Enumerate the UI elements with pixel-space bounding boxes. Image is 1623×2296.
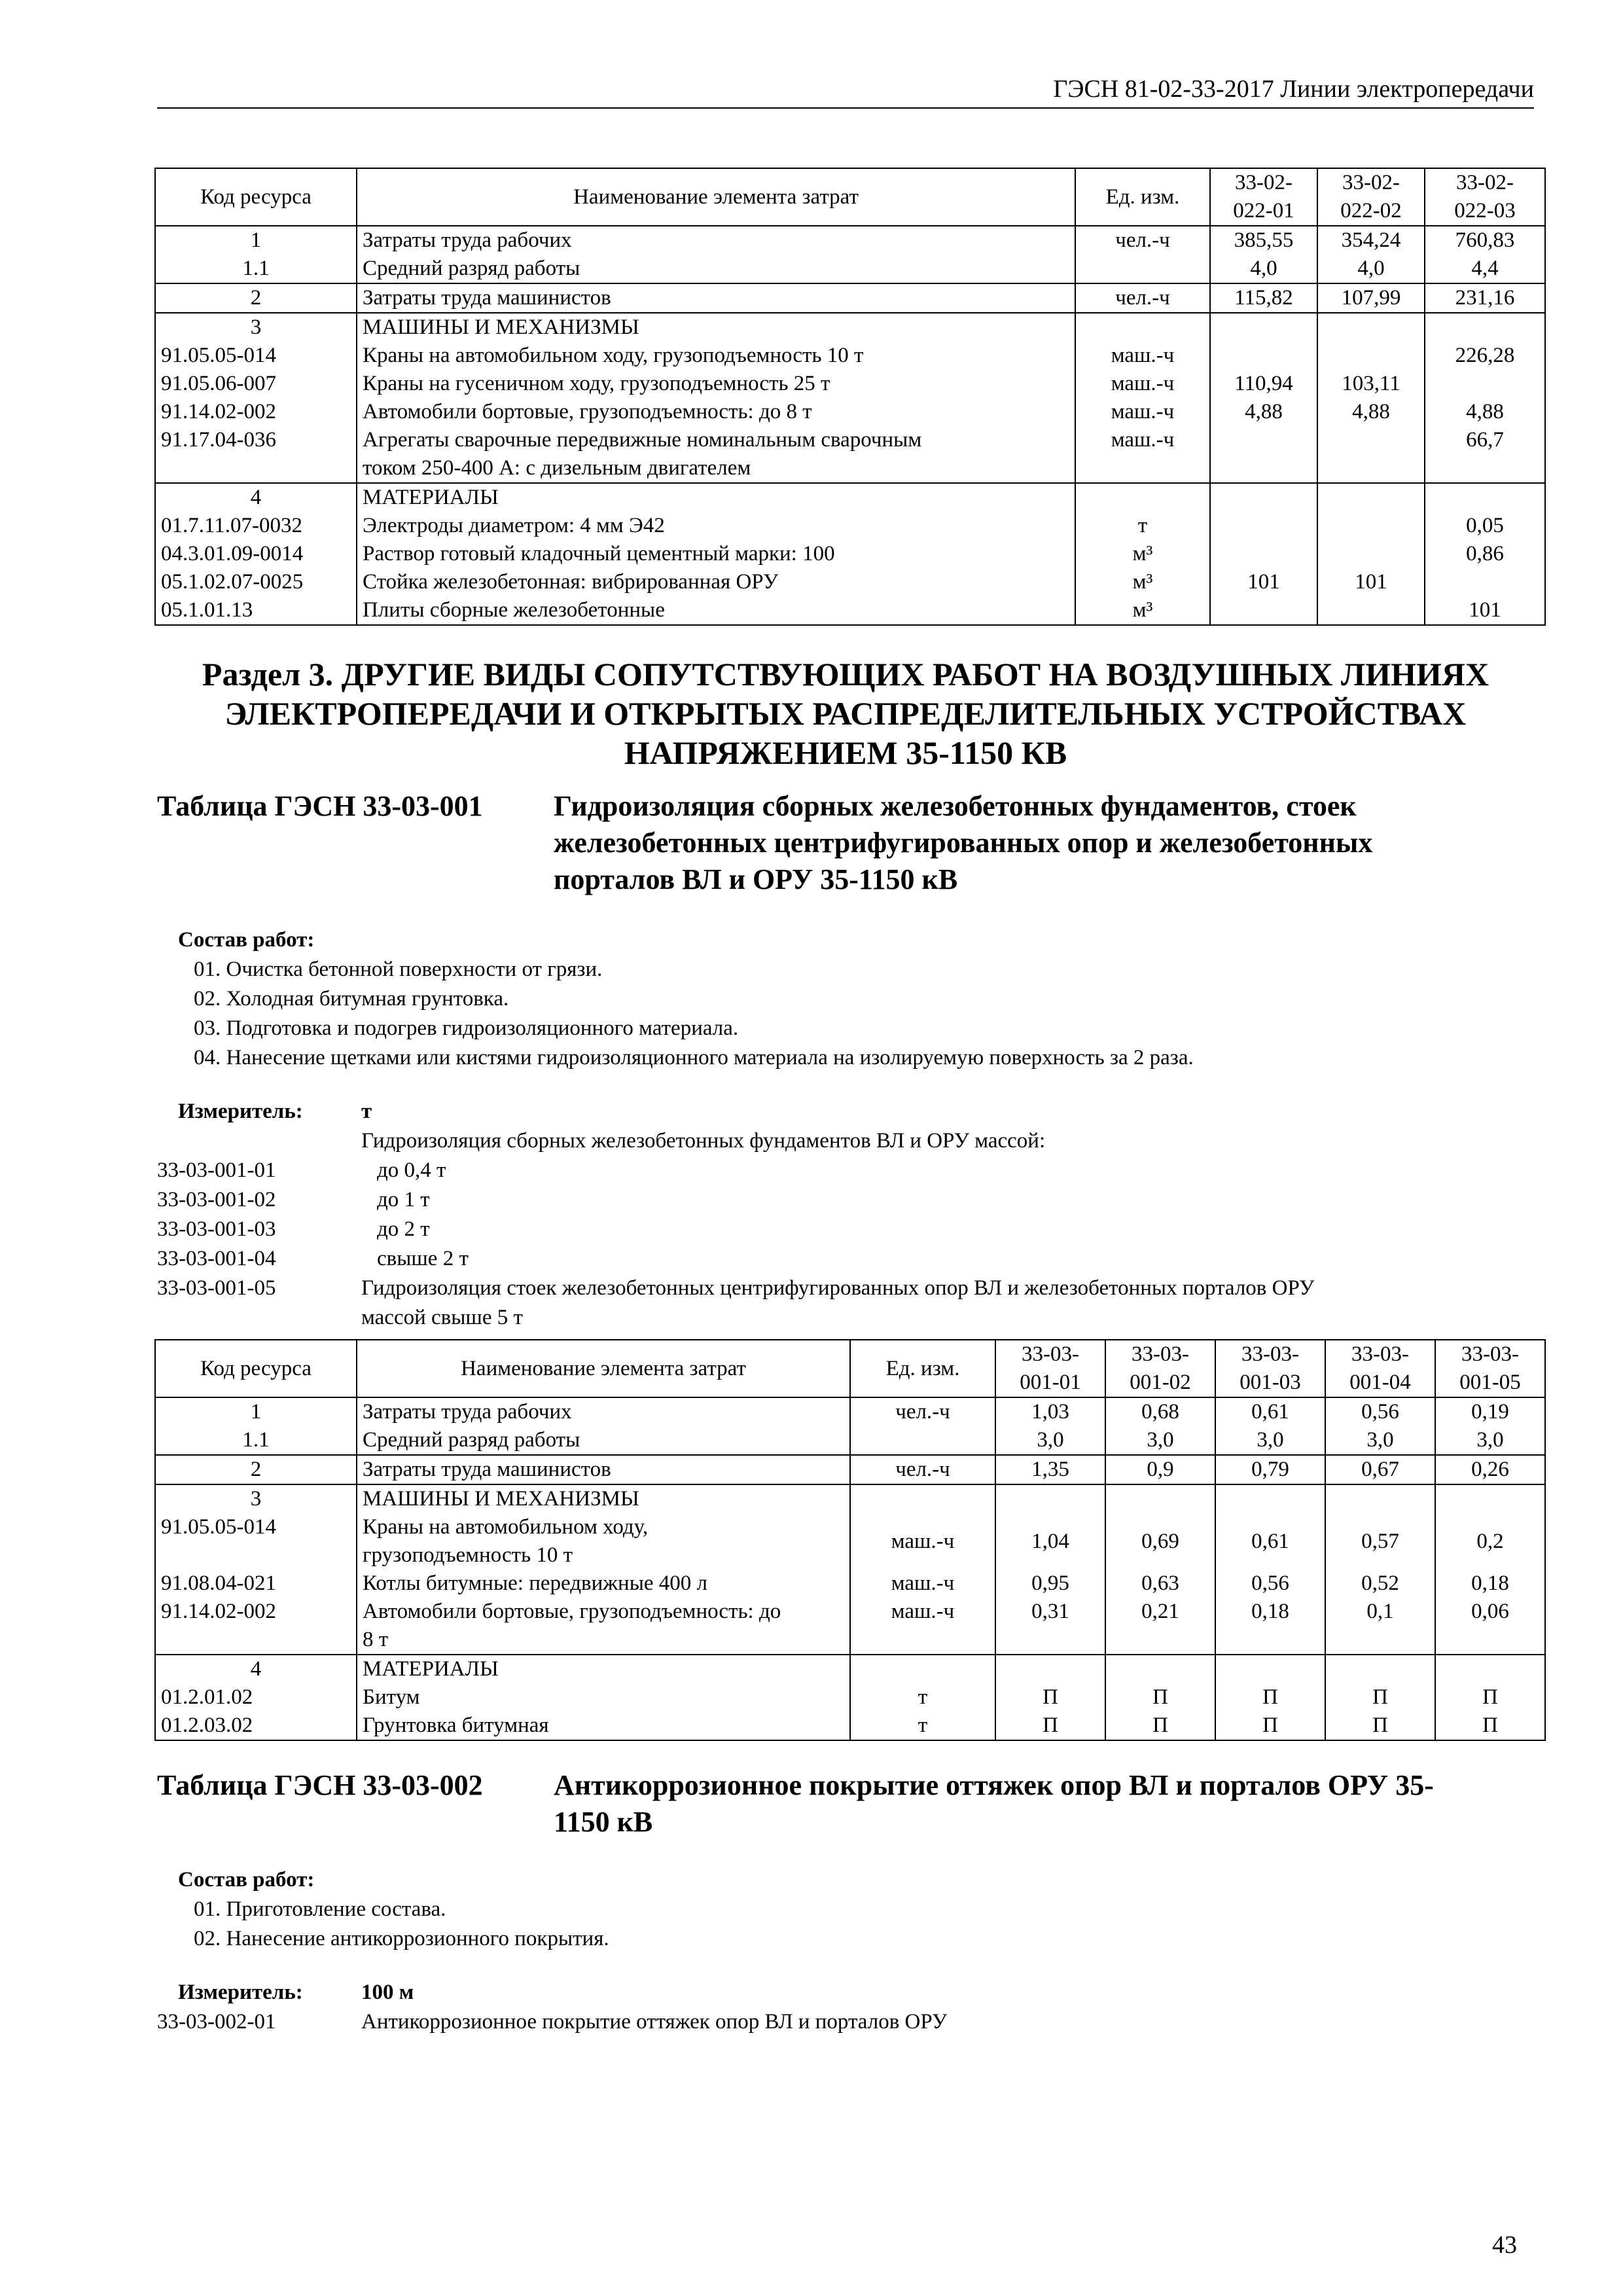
cell-value: 385,55 bbox=[1210, 226, 1317, 255]
cell-name bbox=[357, 313, 1075, 342]
table-row bbox=[155, 1683, 1545, 1712]
cell-name bbox=[357, 540, 1075, 568]
item-code: 33-03-001-05 bbox=[157, 1276, 276, 1300]
section-title-line: НАПРЯЖЕНИЕМ 35-1150 КВ bbox=[624, 734, 1067, 771]
cell-value bbox=[995, 1484, 1105, 1513]
cell-name-line: Краны на автомобильном ходу, грузоподъемность 10 т bbox=[363, 344, 864, 367]
table-body bbox=[155, 1397, 1545, 1740]
cell-code: 91.14.02-002 bbox=[155, 1598, 357, 1655]
cell-name bbox=[357, 1683, 850, 1712]
table-row bbox=[155, 483, 1545, 512]
cell-value bbox=[1317, 540, 1425, 568]
cell-value: 4,4 bbox=[1425, 255, 1545, 283]
header-name: Наименование элемента затрат bbox=[357, 1340, 850, 1397]
cell-unit: м³ bbox=[1075, 568, 1210, 596]
cell-unit: маш.-ч bbox=[850, 1570, 995, 1598]
cell-value bbox=[1210, 342, 1317, 370]
cell-value: 0,9 bbox=[1105, 1455, 1215, 1484]
cell-name-line: Агрегаты сварочные передвижные номинальным сварочным bbox=[363, 428, 922, 452]
table-row bbox=[155, 1598, 1545, 1655]
cell-name-line: Котлы битумные: передвижные 400 л bbox=[363, 1571, 708, 1595]
cell-code: 3 bbox=[155, 1484, 357, 1513]
table-row bbox=[155, 1712, 1545, 1740]
cell-value: 0,06 bbox=[1435, 1598, 1545, 1655]
cell-value: 4,0 bbox=[1210, 255, 1317, 283]
cell-name-line: Раствор готовый кладочный цементный марки: 100 bbox=[363, 542, 835, 565]
cell-value bbox=[1435, 1655, 1545, 1683]
work-step: 03. Подготовка и подогрев гидроизоляционного материала. bbox=[194, 1016, 739, 1040]
cell-value: П bbox=[1325, 1683, 1435, 1712]
table-row bbox=[155, 398, 1545, 426]
table-row bbox=[155, 255, 1545, 283]
item-text: до 2 т bbox=[377, 1217, 430, 1241]
cell-name-line: 8 т bbox=[363, 1628, 389, 1651]
cell-value bbox=[1210, 540, 1317, 568]
cell-value: П bbox=[1325, 1712, 1435, 1740]
cell-value bbox=[1325, 1655, 1435, 1683]
header-unit: Ед. изм. bbox=[850, 1340, 995, 1397]
cell-value: П bbox=[1435, 1683, 1545, 1712]
cell-value: 4,88 bbox=[1425, 398, 1545, 426]
work-step: 01. Очистка бетонной поверхности от грязи. bbox=[194, 958, 603, 981]
cell-value: 3,0 bbox=[1325, 1426, 1435, 1455]
table-label-33-03-001: Таблица ГЭСН 33-03-001 bbox=[157, 790, 483, 822]
cell-value: 3,0 bbox=[995, 1426, 1105, 1455]
section-title bbox=[157, 655, 1534, 772]
cell-value: 4,88 bbox=[1210, 398, 1317, 426]
cell-value: П bbox=[1215, 1683, 1325, 1712]
cell-name-line: МАТЕРИАЛЫ bbox=[363, 486, 499, 509]
cell-name bbox=[357, 426, 1075, 483]
cell-value: 0,57 bbox=[1325, 1513, 1435, 1570]
cell-name-line: грузоподъемность 10 т bbox=[363, 1543, 573, 1567]
table-row bbox=[155, 1397, 1545, 1426]
cell-unit: маш.-ч bbox=[1075, 370, 1210, 398]
cell-value: 4,88 bbox=[1317, 398, 1425, 426]
cell-name bbox=[357, 370, 1075, 398]
cell-unit bbox=[850, 1426, 995, 1455]
work-composition-33-03-001 bbox=[178, 925, 1194, 1073]
cell-value bbox=[1317, 512, 1425, 540]
cell-unit bbox=[1075, 313, 1210, 342]
table-row bbox=[155, 1455, 1545, 1484]
cell-value: 101 bbox=[1317, 568, 1425, 596]
cell-name bbox=[357, 255, 1075, 283]
cell-unit: т bbox=[850, 1683, 995, 1712]
item-text: Антикоррозионное покрытие оттяжек опор ВЛ и порталов ОРУ bbox=[361, 2010, 948, 2034]
table-header-row bbox=[155, 1340, 1545, 1397]
work-step: 01. Приготовление состава. bbox=[194, 1897, 446, 1921]
cell-unit: маш.-ч bbox=[850, 1598, 995, 1655]
cell-value: 115,82 bbox=[1210, 283, 1317, 313]
cell-value bbox=[1210, 512, 1317, 540]
cell-name bbox=[357, 483, 1075, 512]
cell-unit: чел.-ч bbox=[1075, 283, 1210, 313]
meter-item bbox=[157, 1156, 1594, 1185]
meter-description: Гидроизоляция сборных железобетонных фундаментов ВЛ и ОРУ массой: bbox=[361, 1129, 1046, 1153]
cell-name-line: Краны на автомобильном ходу, bbox=[363, 1515, 649, 1539]
item-text: до 1 т bbox=[377, 1188, 430, 1211]
table-title-33-03-002 bbox=[554, 1767, 1483, 1840]
item-code: 33-03-002-01 bbox=[157, 2010, 276, 2034]
cell-value: 3,0 bbox=[1105, 1426, 1215, 1455]
cell-name-line: Краны на гусеничном ходу, грузоподъемность 25 т bbox=[363, 372, 830, 395]
table-row bbox=[155, 283, 1545, 313]
cell-code: 01.7.11.07-0032 bbox=[155, 512, 357, 540]
cell-value: П bbox=[1215, 1712, 1325, 1740]
cell-value: П bbox=[995, 1712, 1105, 1740]
cell-name-line: Затраты труда машинистов bbox=[363, 1458, 611, 1481]
cell-name bbox=[357, 1397, 850, 1426]
cell-unit: чел.-ч bbox=[850, 1397, 995, 1426]
title-line: порталов ВЛ и ОРУ 35-1150 кВ bbox=[554, 863, 958, 895]
cell-unit bbox=[850, 1655, 995, 1683]
cell-value bbox=[1425, 370, 1545, 398]
cell-value bbox=[1317, 313, 1425, 342]
cell-value: 0,52 bbox=[1325, 1570, 1435, 1598]
header-col-1: 33-02- 022-01 bbox=[1210, 168, 1317, 226]
header-col-2: 33-03- 001-02 bbox=[1105, 1340, 1215, 1397]
cell-value bbox=[1425, 483, 1545, 512]
cell-code: 1.1 bbox=[155, 1426, 357, 1455]
cell-name bbox=[357, 342, 1075, 370]
meter-item bbox=[157, 2007, 1578, 2037]
item-text: до 0,4 т bbox=[377, 1158, 446, 1182]
cell-code: 91.05.05-014 bbox=[155, 342, 357, 370]
cell-value: 101 bbox=[1210, 568, 1317, 596]
table-row bbox=[155, 370, 1545, 398]
cell-value: 0,31 bbox=[995, 1598, 1105, 1655]
cell-value: 0,68 bbox=[1105, 1397, 1215, 1426]
running-header: ГЭСН 81-02-33-2017 Линии электропередачи bbox=[157, 73, 1534, 109]
cell-value bbox=[1210, 596, 1317, 625]
cell-value: 4,0 bbox=[1317, 255, 1425, 283]
cell-value bbox=[1425, 568, 1545, 596]
cell-unit: чел.-ч bbox=[1075, 226, 1210, 255]
header-col-5: 33-03- 001-05 bbox=[1435, 1340, 1545, 1397]
cell-value: 0,63 bbox=[1105, 1570, 1215, 1598]
cell-value: 0,56 bbox=[1215, 1570, 1325, 1598]
cell-code: 01.2.03.02 bbox=[155, 1712, 357, 1740]
cell-value: 0,18 bbox=[1435, 1570, 1545, 1598]
table-row bbox=[155, 1655, 1545, 1683]
cell-unit bbox=[850, 1484, 995, 1513]
item-code: 33-03-001-03 bbox=[157, 1217, 276, 1241]
meter-item bbox=[157, 1185, 1594, 1215]
cell-code: 91.08.04-021 bbox=[155, 1570, 357, 1598]
cell-value: 103,11 bbox=[1317, 370, 1425, 398]
cell-code: 4 bbox=[155, 483, 357, 512]
cell-name-line: Автомобили бортовые, грузоподъемность: до bbox=[363, 1600, 781, 1623]
item-code: 33-03-001-02 bbox=[157, 1188, 276, 1211]
cell-name bbox=[357, 1598, 850, 1655]
cell-code: 05.1.01.13 bbox=[155, 596, 357, 625]
table-row bbox=[155, 226, 1545, 255]
table-row bbox=[155, 1513, 1545, 1570]
cell-name-line: Средний разряд работы bbox=[363, 257, 580, 280]
table-row bbox=[155, 313, 1545, 342]
cell-name-line: Средний разряд работы bbox=[363, 1428, 580, 1452]
cell-value: 0,21 bbox=[1105, 1598, 1215, 1655]
cell-value: П bbox=[995, 1683, 1105, 1712]
cell-name bbox=[357, 283, 1075, 313]
page-number: 43 bbox=[1492, 2231, 1517, 2259]
cell-code: 1 bbox=[155, 1397, 357, 1426]
table-row bbox=[155, 1426, 1545, 1455]
cell-value: 0,61 bbox=[1215, 1397, 1325, 1426]
cell-value: 0,56 bbox=[1325, 1397, 1435, 1426]
cell-unit: т bbox=[850, 1712, 995, 1740]
cell-name bbox=[357, 226, 1075, 255]
cell-code: 2 bbox=[155, 1455, 357, 1484]
composition-heading: Состав работ: bbox=[178, 928, 315, 952]
header-name: Наименование элемента затрат bbox=[357, 168, 1075, 226]
cell-value: П bbox=[1435, 1712, 1545, 1740]
cell-name bbox=[357, 1455, 850, 1484]
table-row bbox=[155, 512, 1545, 540]
cell-value: 0,05 bbox=[1425, 512, 1545, 540]
cell-value bbox=[1317, 342, 1425, 370]
meter-block-33-03-001 bbox=[157, 1097, 1594, 1333]
cell-code: 05.1.02.07-0025 bbox=[155, 568, 357, 596]
cell-value bbox=[1215, 1655, 1325, 1683]
section-title-line: ЭЛЕКТРОПЕРЕДАЧИ И ОТКРЫТЫХ РАСПРЕДЕЛИТЕЛЬНЫХ УСТРОЙСТВАХ bbox=[224, 695, 1467, 732]
item-code: 33-03-001-01 bbox=[157, 1158, 276, 1182]
cell-value: 1,03 bbox=[995, 1397, 1105, 1426]
cell-unit: маш.-ч bbox=[1075, 426, 1210, 483]
resource-table-33-02-022 bbox=[154, 168, 1546, 626]
item-text: массой свыше 5 т bbox=[361, 1306, 523, 1329]
cell-unit bbox=[1075, 483, 1210, 512]
cell-code: 4 bbox=[155, 1655, 357, 1683]
cell-value: 0,2 bbox=[1435, 1513, 1545, 1570]
cell-value bbox=[1210, 313, 1317, 342]
header-col-3: 33-02- 022-03 bbox=[1425, 168, 1545, 226]
cell-value bbox=[1210, 426, 1317, 483]
meter-item bbox=[157, 1244, 1594, 1274]
item-text: Гидроизоляция стоек железобетонных центрифугированных опор ВЛ и железобетонных порталов ОРУ bbox=[361, 1276, 1315, 1300]
section-title-line: Раздел 3. ДРУГИЕ ВИДЫ СОПУТСТВУЮЩИХ РАБОТ НА ВОЗДУШНЫХ ЛИНИЯХ bbox=[202, 656, 1489, 692]
cell-name-line: Грунтовка битумная bbox=[363, 1713, 549, 1737]
meter-label: Измеритель: bbox=[178, 1981, 303, 2004]
meter-unit: 100 м bbox=[361, 1981, 414, 2004]
composition-heading: Состав работ: bbox=[178, 1868, 315, 1892]
cell-name-line: Электроды диаметром: 4 мм Э42 bbox=[363, 514, 665, 537]
cell-unit: т bbox=[1075, 512, 1210, 540]
cell-code: 91.05.05-014 bbox=[155, 1513, 357, 1570]
cell-value: 107,99 bbox=[1317, 283, 1425, 313]
cell-value: П bbox=[1105, 1712, 1215, 1740]
cell-value bbox=[1435, 1484, 1545, 1513]
item-code: 33-03-001-04 bbox=[157, 1247, 276, 1270]
cell-value: 0,61 bbox=[1215, 1513, 1325, 1570]
header-col-2: 33-02- 022-02 bbox=[1317, 168, 1425, 226]
header-col-3: 33-03- 001-03 bbox=[1215, 1340, 1325, 1397]
cell-code: 1 bbox=[155, 226, 357, 255]
cell-code: 91.05.06-007 bbox=[155, 370, 357, 398]
cell-name-line: Затраты труда рабочих bbox=[363, 1400, 572, 1424]
cell-name-line: током 250-400 А: с дизельным двигателем bbox=[363, 456, 751, 480]
cell-name bbox=[357, 568, 1075, 596]
cell-name bbox=[357, 512, 1075, 540]
resource-table-33-03-001 bbox=[154, 1339, 1546, 1741]
cell-value: 1,35 bbox=[995, 1455, 1105, 1484]
cell-name-line: Битум bbox=[363, 1685, 420, 1709]
cell-value: 0,69 bbox=[1105, 1513, 1215, 1570]
cell-value: 0,79 bbox=[1215, 1455, 1325, 1484]
cell-value bbox=[1215, 1484, 1325, 1513]
meter-block-33-03-002 bbox=[157, 1978, 1578, 2037]
cell-value: 66,7 bbox=[1425, 426, 1545, 483]
header-code: Код ресурса bbox=[155, 168, 357, 226]
cell-value bbox=[995, 1655, 1105, 1683]
cell-name-line: МАШИНЫ И МЕХАНИЗМЫ bbox=[363, 1487, 639, 1511]
cell-code: 91.17.04-036 bbox=[155, 426, 357, 483]
cell-value bbox=[1317, 596, 1425, 625]
cell-code: 3 bbox=[155, 313, 357, 342]
cell-value: 0,86 bbox=[1425, 540, 1545, 568]
cell-value bbox=[1105, 1655, 1215, 1683]
table-row bbox=[155, 568, 1545, 596]
table-row bbox=[155, 342, 1545, 370]
work-step: 02. Нанесение антикоррозионного покрытия. bbox=[194, 1927, 609, 1950]
cell-code: 04.3.01.09-0014 bbox=[155, 540, 357, 568]
cell-name bbox=[357, 596, 1075, 625]
cell-code: 91.14.02-002 bbox=[155, 398, 357, 426]
title-line: 1150 кВ bbox=[554, 1806, 653, 1838]
title-line: Антикоррозионное покрытие оттяжек опор ВЛ и порталов ОРУ 35- bbox=[554, 1769, 1434, 1801]
meter-label: Измеритель: bbox=[178, 1100, 303, 1123]
cell-unit: маш.-ч bbox=[1075, 398, 1210, 426]
table-row bbox=[155, 1570, 1545, 1598]
header-col-1: 33-03- 001-01 bbox=[995, 1340, 1105, 1397]
cell-value: 0,1 bbox=[1325, 1598, 1435, 1655]
work-step: 02. Холодная битумная грунтовка. bbox=[194, 987, 509, 1011]
table-body bbox=[155, 226, 1545, 625]
cell-name bbox=[357, 1570, 850, 1598]
cell-value: 231,16 bbox=[1425, 283, 1545, 313]
cell-value bbox=[1210, 483, 1317, 512]
work-composition-33-03-002 bbox=[178, 1865, 609, 1954]
cell-name bbox=[357, 1655, 850, 1683]
cell-name bbox=[357, 1426, 850, 1455]
cell-name-line: Автомобили бортовые, грузоподъемность: до 8 т bbox=[363, 400, 812, 423]
cell-value bbox=[1425, 313, 1545, 342]
cell-value: 0,26 bbox=[1435, 1455, 1545, 1484]
table-header-row bbox=[155, 168, 1545, 226]
item-text: свыше 2 т bbox=[377, 1247, 469, 1270]
table-title-33-03-001 bbox=[554, 788, 1483, 898]
cell-name-line: Затраты труда машинистов bbox=[363, 286, 611, 310]
cell-code: 01.2.01.02 bbox=[155, 1683, 357, 1712]
title-line: железобетонных центрифугированных опор и железобетонных bbox=[554, 827, 1373, 859]
cell-value: 0,95 bbox=[995, 1570, 1105, 1598]
cell-name-line: Затраты труда рабочих bbox=[363, 228, 572, 252]
cell-code: 2 bbox=[155, 283, 357, 313]
cell-unit: м³ bbox=[1075, 596, 1210, 625]
cell-unit: м³ bbox=[1075, 540, 1210, 568]
cell-value: 0,19 bbox=[1435, 1397, 1545, 1426]
cell-value bbox=[1317, 483, 1425, 512]
cell-value: 101 bbox=[1425, 596, 1545, 625]
cell-name bbox=[357, 1712, 850, 1740]
cell-name-line: МАШИНЫ И МЕХАНИЗМЫ bbox=[363, 315, 639, 339]
header-col-4: 33-03- 001-04 bbox=[1325, 1340, 1435, 1397]
cell-value bbox=[1325, 1484, 1435, 1513]
cell-name-line: МАТЕРИАЛЫ bbox=[363, 1657, 499, 1681]
cell-value: 110,94 bbox=[1210, 370, 1317, 398]
table-row bbox=[155, 596, 1545, 625]
cell-unit: маш.-ч bbox=[850, 1513, 995, 1570]
cell-value: П bbox=[1105, 1683, 1215, 1712]
cell-value: 0,18 bbox=[1215, 1598, 1325, 1655]
cell-value bbox=[1105, 1484, 1215, 1513]
header-unit: Ед. изм. bbox=[1075, 168, 1210, 226]
meter-item bbox=[157, 1215, 1594, 1244]
table-row bbox=[155, 1484, 1545, 1513]
cell-name bbox=[357, 398, 1075, 426]
title-line: Гидроизоляция сборных железобетонных фундаментов, стоек bbox=[554, 790, 1357, 822]
cell-value: 354,24 bbox=[1317, 226, 1425, 255]
cell-value: 0,67 bbox=[1325, 1455, 1435, 1484]
cell-code: 1.1 bbox=[155, 255, 357, 283]
cell-value: 226,28 bbox=[1425, 342, 1545, 370]
cell-name bbox=[357, 1484, 850, 1513]
cell-value: 760,83 bbox=[1425, 226, 1545, 255]
cell-value: 3,0 bbox=[1435, 1426, 1545, 1455]
cell-value bbox=[1317, 426, 1425, 483]
table-row bbox=[155, 426, 1545, 483]
table-row bbox=[155, 540, 1545, 568]
cell-value: 1,04 bbox=[995, 1513, 1105, 1570]
header-code: Код ресурса bbox=[155, 1340, 357, 1397]
work-step: 04. Нанесение щетками или кистями гидроизоляционного материала на изолируемую поверхность за 2 раза. bbox=[194, 1046, 1194, 1069]
cell-name-line: Плиты сборные железобетонные bbox=[363, 598, 665, 622]
table-label-33-03-002: Таблица ГЭСН 33-03-002 bbox=[157, 1769, 483, 1801]
meter-item bbox=[157, 1274, 1594, 1303]
cell-name-line: Стойка железобетонная: вибрированная ОРУ bbox=[363, 570, 779, 594]
meter-unit: т bbox=[361, 1100, 372, 1123]
cell-value: 3,0 bbox=[1215, 1426, 1325, 1455]
cell-unit bbox=[1075, 255, 1210, 283]
cell-name bbox=[357, 1513, 850, 1570]
cell-unit: чел.-ч bbox=[850, 1455, 995, 1484]
cell-unit: маш.-ч bbox=[1075, 342, 1210, 370]
